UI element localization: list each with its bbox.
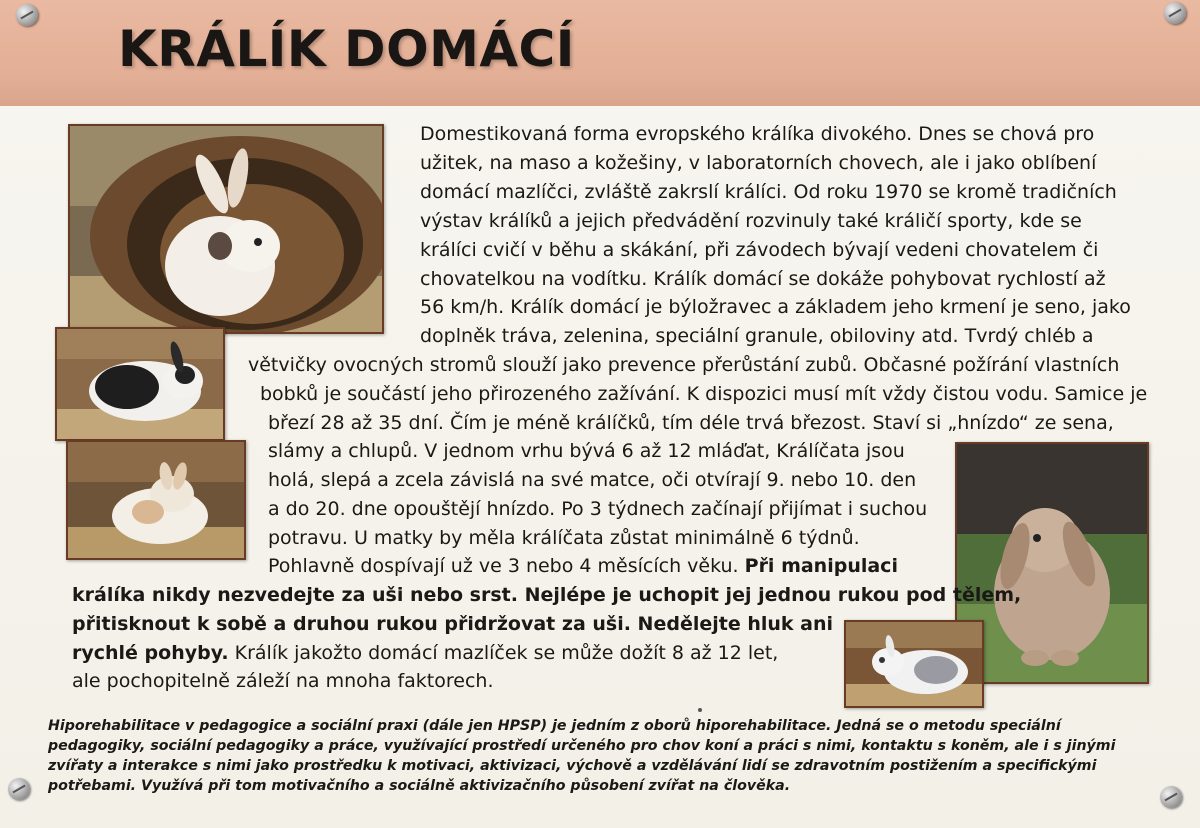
footer-line: Hiporehabilitace v pedagogice a sociální praxi (dále jen HPSP) je jedním z oborů hiporehabilitace. Jedná se o metodu speciální — [48, 718, 1061, 734]
body-line: králíci cvičí v běhu a skákání, při závodech bývají vedeni chovatelem či — [420, 239, 1099, 261]
screw-bottom-right — [1160, 786, 1182, 808]
decorative-dot — [698, 708, 702, 712]
body-line: rychlé pohyby. Králík jakožto domácí mazlíček se může dožít 8 až 12 let, — [72, 642, 779, 664]
body-line: užitek, na maso a kožešiny, v laboratorních chovech, ale i jako oblíbení — [420, 152, 1097, 174]
body-line: výstav králíků a jejich předvádění rozvinuly také králičí sporty, kde se — [420, 210, 1082, 232]
photo-white-rabbit-straw — [66, 440, 246, 560]
body-line: domácí mazlíčci, zvláště zakrslí králíci. Od roku 1970 se kromě tradičních — [420, 181, 1117, 203]
photo-lop-eared-rabbit — [955, 442, 1149, 684]
title-band — [0, 0, 1200, 106]
footer-line: zvířaty a interakce s nimi jako prostředku k motivaci, aktivizaci, výchově a vzdělávání lidí se zdravotním postižením a specifickými — [48, 758, 1097, 774]
photo-black-white-rabbit — [55, 327, 225, 441]
warning-text: Při manipulaci — [744, 555, 898, 577]
footer-line: potřebami. Využívá při tom motivačního a sociálně aktivizačního působení zvířat na člověka. — [48, 778, 791, 794]
body-line — [72, 582, 1021, 608]
screw-bottom-left — [8, 778, 30, 800]
photo-white-grey-rabbit — [844, 620, 984, 708]
footer-line: pedagogiky, sociální pedagogiky a práce, využívající prostředí určeného pro chov koní a práci s nimi, kontaktu s koněm, ale i s jinými — [48, 738, 1116, 754]
body-line: Domestikovaná forma evropského králíka divokého. Dnes se chová pro — [420, 123, 1095, 145]
body-line: a do 20. dne opouštějí hnízdo. Po 3 týdnech začínají přijímat i suchou — [268, 498, 928, 520]
body-line: slámy a chlupů. V jednom vrhu bývá 6 až 12 mláďat, Králíčata jsou — [268, 440, 905, 462]
body-line: potravu. U matky by měla králíčata zůstat minimálně 6 týdnů. — [268, 527, 860, 549]
warning-text: rychlé pohyby. — [72, 642, 229, 664]
body-line: 56 km/h. Králík domácí je býložravec a základem jeho krmení je seno, jako — [420, 296, 1131, 318]
body-line: bobků je součástí jeho přirozeného zažívání. K dispozici musí mít vždy čistou vodu. Samice je — [260, 383, 1148, 405]
warning-text: přitisknout k sobě a druhou rukou přidržovat za uši. Nedělejte hluk ani — [72, 613, 834, 635]
body-line: větvičky ovocných stromů slouží jako prevence přerůstání zubů. Občasné požírání vlastních — [248, 354, 1120, 376]
warning-text: králíka nikdy nezvedejte za uši nebo srst. Nejlépe je uchopit jej jednou rukou pod tělem, — [72, 584, 1022, 606]
body-line: Pohlavně dospívají už ve 3 nebo 4 měsících věku. Při manipulaci — [268, 555, 898, 577]
photo-rabbit-in-log — [68, 124, 384, 334]
screw-top-right — [1164, 2, 1186, 24]
body-line: doplněk tráva, zelenina, speciální granule, obiloviny atd. Tvrdý chléb a — [420, 325, 1094, 347]
body-line: ale pochopitelně záleží na mnoha faktorech. — [72, 670, 494, 692]
body-line: chovatelkou na vodítku. Králík domácí se dokáže pohybovat rychlostí až — [420, 268, 1106, 290]
screw-top-left — [16, 4, 38, 26]
body-line: holá, slepá a zcela závislá na své matce, oči otvírají 9. nebo 10. den — [268, 469, 917, 491]
body-line: březí 28 až 35 dní. Čím je méně králíčků, tím déle trvá březost. Staví si „hnízdo“ ze sena, — [268, 412, 1114, 434]
body-line — [72, 611, 833, 637]
sign-title: KRÁLÍK DOMÁCÍ — [118, 20, 575, 78]
